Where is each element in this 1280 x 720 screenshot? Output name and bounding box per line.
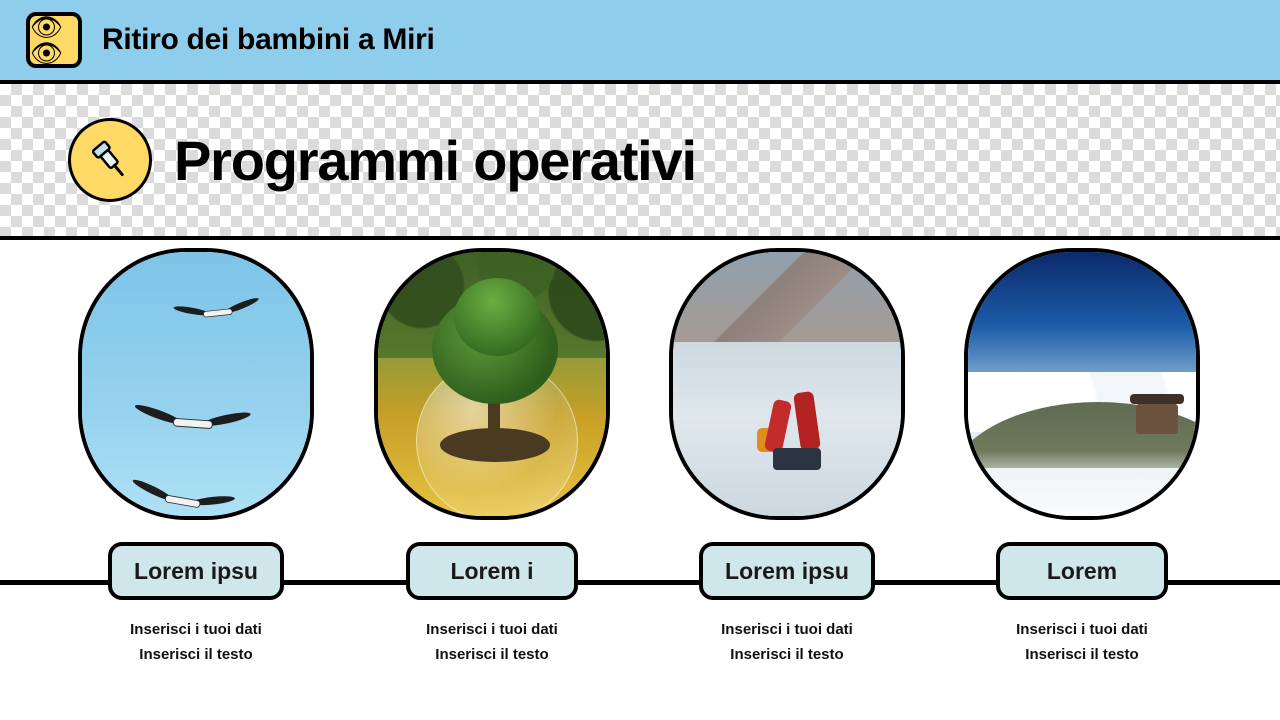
timeline-item-caption (130, 618, 262, 668)
frozen-lake-photo-art (673, 252, 901, 516)
caption-line-1: Inserisci i tuoi dati (1016, 621, 1148, 638)
caption-line-2: Inserisci il testo (139, 645, 253, 663)
timeline-item-image (964, 248, 1200, 520)
caption-line-1: Inserisci i tuoi dati (721, 621, 853, 638)
mountain-temple-photo-art (968, 252, 1196, 516)
timeline-item-caption (426, 618, 558, 668)
timeline-item-caption (721, 618, 853, 668)
timeline-item[interactable] (48, 248, 344, 668)
header-title: Ritiro dei bambini a Miri (102, 23, 435, 56)
timeline-item-label[interactable]: Lorem (996, 542, 1168, 600)
timeline-cards (0, 248, 1280, 688)
timeline-item[interactable] (639, 248, 935, 668)
timeline-item-image (78, 248, 314, 520)
timeline-item[interactable] (344, 248, 640, 668)
tree-globe-photo-art (378, 252, 606, 516)
caption-line-2: Inserisci il testo (435, 645, 549, 663)
caption-line-1: Inserisci i tuoi dati (426, 621, 558, 638)
owl-glyph: 👁👁 (30, 12, 64, 68)
title-band (0, 84, 1280, 240)
caption-line-2: Inserisci il testo (730, 645, 844, 663)
timeline-item-label[interactable]: Lorem i (406, 542, 578, 600)
slide-header (0, 0, 1280, 84)
timeline-item-image (669, 248, 905, 520)
caption-line-2: Inserisci il testo (1025, 645, 1139, 663)
timeline-item[interactable] (934, 248, 1230, 668)
birds-photo-art (82, 252, 310, 516)
timeline-item-image (374, 248, 610, 520)
timeline-item-label[interactable]: Lorem ipsu (699, 542, 875, 600)
caption-line-1: Inserisci i tuoi dati (130, 621, 262, 638)
owl-icon (26, 12, 82, 68)
timeline-item-label[interactable]: Lorem ipsu (108, 542, 284, 600)
page-title: Programmi operativi (174, 128, 696, 192)
timeline-item-caption (1016, 618, 1148, 668)
pushpin-icon (68, 118, 152, 202)
